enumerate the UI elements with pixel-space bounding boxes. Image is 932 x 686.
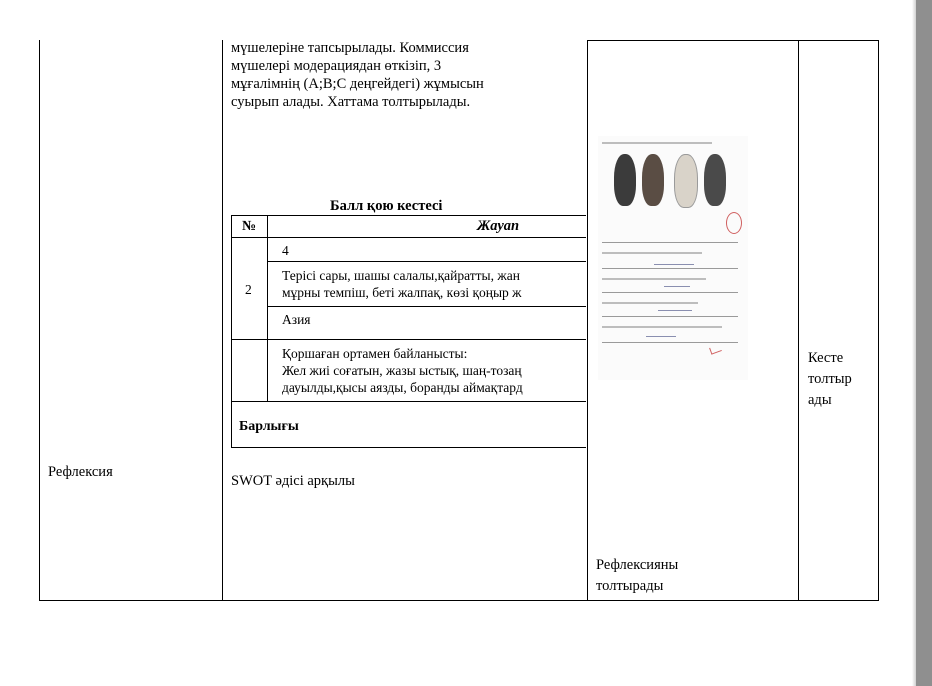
answer-line-1 <box>602 242 738 243</box>
col4-line-1: Кесте <box>808 350 844 366</box>
face-3 <box>674 154 698 208</box>
col3-line-2: толтырады <box>596 578 664 594</box>
score-table-top <box>231 215 586 216</box>
red-circle-mark <box>726 212 742 234</box>
table-bottom-border <box>39 600 879 601</box>
worksheet-photo-icon <box>598 136 748 380</box>
table-border-right <box>878 40 879 601</box>
score-table-bottom <box>231 447 586 448</box>
header-number: № <box>242 219 257 234</box>
face-4 <box>704 154 726 206</box>
row3-answer: Азия <box>282 312 311 327</box>
table-divider-1 <box>222 40 223 601</box>
handwriting-2 <box>664 286 690 287</box>
table-divider-3 <box>798 40 799 601</box>
answer-line-5 <box>602 342 738 343</box>
score-table-row1-bottom <box>267 261 586 262</box>
intro-line-4: суырып алады. Хаттама толтырылады. <box>231 94 471 110</box>
score-table-row2-bottom <box>267 306 586 307</box>
page-scroll-edge <box>916 0 932 686</box>
score-table-col-divider <box>267 215 268 402</box>
photo-heading <box>602 142 712 144</box>
table-border-left <box>39 40 40 601</box>
handwriting-4 <box>646 336 676 337</box>
intro-line-3: мұғалімнің (A;B;C деңгейдегі) жұмысын <box>231 76 484 92</box>
row2-line-2: мұрны темпіш, беті жалпақ, көзі қоңыр ж <box>282 285 522 300</box>
answer-line-2 <box>602 268 738 269</box>
row2-line-1: Терісі сары, шашы салалы,қайратты, жан <box>282 268 520 283</box>
row4-line-3: дауылды,қысы аязды, боранды аймақтард <box>282 380 523 395</box>
question-3 <box>602 278 706 280</box>
col3-line-1: Рефлексияны <box>596 557 679 573</box>
intro-line-2: мүшелері модерациядан өткізіп, 3 <box>231 58 442 74</box>
row4-line-2: Жел жиі соғатын, жазы ыстық, шаң-тозаң <box>282 363 522 378</box>
intro-line-1: мүшелеріне тапсырылады. Коммиссия <box>231 40 469 56</box>
total-label: Барлығы <box>239 419 299 434</box>
face-1 <box>614 154 636 206</box>
score-table-row4-bottom <box>231 401 586 402</box>
col4-line-3: ады <box>808 392 832 408</box>
question-2 <box>602 252 702 254</box>
handwriting-3 <box>658 310 692 311</box>
col4-line-2: толтыр <box>808 371 852 387</box>
score-table <box>231 215 586 448</box>
row4-line-1: Қоршаған ортамен байланысты: <box>282 346 468 361</box>
header-answer: Жауап <box>477 218 520 234</box>
answer-line-4 <box>602 316 738 317</box>
table-top-border <box>587 40 879 41</box>
score-table-group-bottom <box>231 339 586 340</box>
stage-label: Рефлексия <box>48 464 113 480</box>
question-5 <box>602 326 722 328</box>
answer-line-3 <box>602 292 738 293</box>
score-table-header-bottom <box>231 237 586 238</box>
table-divider-2 <box>587 40 588 601</box>
swot-method: SWOT әдісі арқылы <box>231 473 355 489</box>
handwriting-1 <box>654 264 694 265</box>
red-score-mark <box>709 344 722 354</box>
row1-answer: 4 <box>282 243 289 258</box>
face-2 <box>642 154 664 206</box>
question-4 <box>602 302 698 304</box>
row2-number: 2 <box>245 282 252 297</box>
score-table-left <box>231 215 232 448</box>
score-table-title: Балл қою кестесі <box>330 198 443 214</box>
